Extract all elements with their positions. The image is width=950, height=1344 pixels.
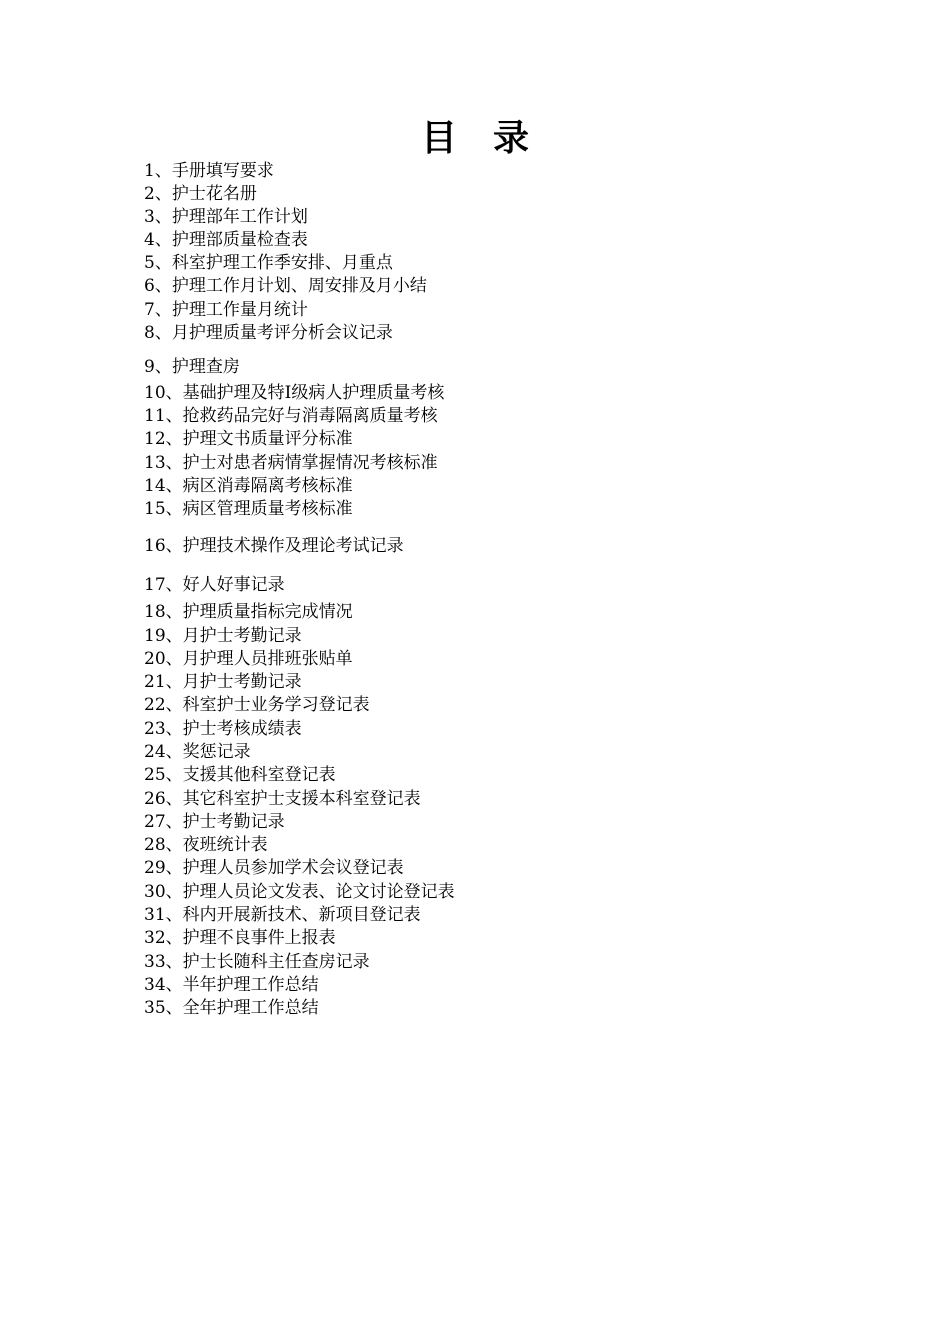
toc-item-13: 13、护士对患者病情掌握情况考核标准: [144, 453, 438, 473]
toc-item-20: 20、月护理人员排班张贴单: [144, 649, 353, 669]
toc-item-26: 26、其它科室护士支援本科室登记表: [144, 789, 421, 809]
toc-item-35: 35、全年护理工作总结: [144, 998, 319, 1018]
toc-item-7: 7、护理工作量月统计: [144, 300, 308, 320]
toc-item-15: 15、病区管理质量考核标准: [144, 499, 353, 519]
toc-item-5: 5、科室护理工作季安排、月重点: [144, 253, 393, 273]
title-char-2: 录: [493, 118, 530, 159]
toc-item-27: 27、护士考勤记录: [144, 812, 285, 832]
toc-item-8: 8、月护理质量考评分析会议记录: [144, 323, 393, 343]
toc-item-12: 12、护理文书质量评分标准: [144, 429, 353, 449]
toc-item-11: 11、抢救药品完好与消毒隔离质量考核: [144, 406, 438, 426]
toc-item-4: 4、护理部质量检查表: [144, 230, 308, 250]
toc-item-25: 25、支援其他科室登记表: [144, 765, 336, 785]
toc-item-2: 2、护士花名册: [144, 184, 257, 204]
toc-item-16: 16、护理技术操作及理论考试记录: [144, 536, 404, 556]
toc-item-21: 21、月护士考勤记录: [144, 672, 302, 692]
toc-item-28: 28、夜班统计表: [144, 835, 268, 855]
toc-item-17: 17、好人好事记录: [144, 575, 285, 595]
toc-item-6: 6、护理工作月计划、周安排及月小结: [144, 276, 427, 296]
toc-item-3: 3、护理部年工作计划: [144, 207, 308, 227]
title-char-1: 目: [420, 118, 457, 159]
toc-item-19: 19、月护士考勤记录: [144, 626, 302, 646]
page-title: [0, 115, 950, 163]
toc-item-9: 9、护理查房: [144, 357, 240, 377]
toc-item-31: 31、科内开展新技术、新项目登记表: [144, 905, 421, 925]
toc-item-18: 18、护理质量指标完成情况: [144, 602, 353, 622]
toc-item-10: 10、基础护理及特Ⅰ级病人护理质量考核: [144, 383, 445, 403]
toc-item-14: 14、病区消毒隔离考核标准: [144, 476, 353, 496]
toc-item-33: 33、护士长随科主任查房记录: [144, 952, 370, 972]
toc-item-1: 1、手册填写要求: [144, 161, 274, 181]
toc-item-23: 23、护士考核成绩表: [144, 719, 302, 739]
toc-item-30: 30、护理人员论文发表、论文讨论登记表: [144, 882, 455, 902]
toc-item-29: 29、护理人员参加学术会议登记表: [144, 858, 404, 878]
toc-item-32: 32、护理不良事件上报表: [144, 928, 336, 948]
toc-item-22: 22、科室护士业务学习登记表: [144, 695, 370, 715]
toc-item-34: 34、半年护理工作总结: [144, 975, 319, 995]
toc-item-24: 24、奖惩记录: [144, 742, 251, 762]
